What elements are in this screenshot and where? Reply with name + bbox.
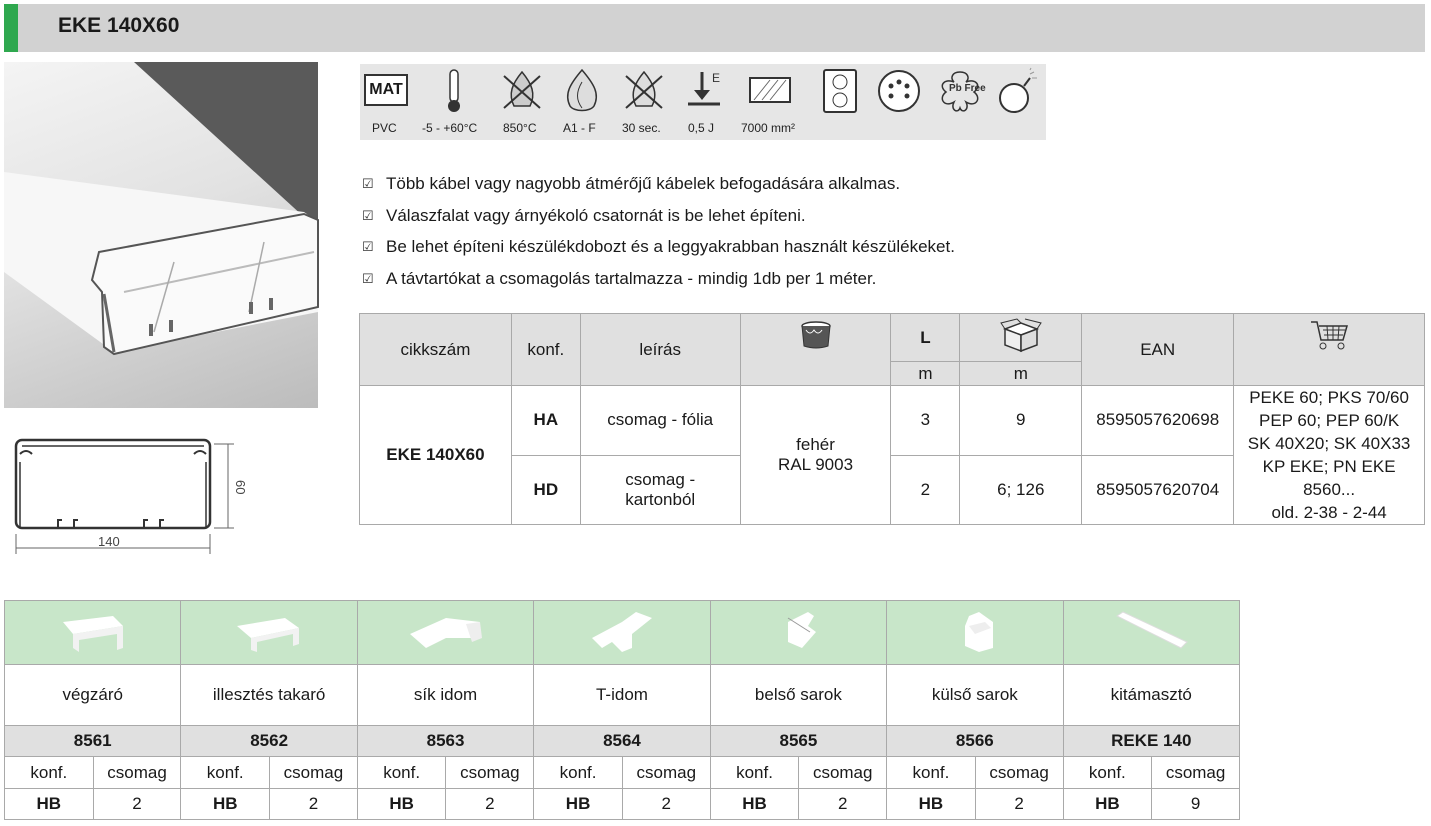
- accessory-code: 8565: [710, 726, 886, 757]
- konf-value: HB: [5, 789, 94, 820]
- bomb-icon: [996, 68, 1040, 112]
- header-cikkszam: cikkszám: [360, 314, 512, 386]
- check-icon: ☑: [362, 207, 374, 223]
- height-label: 60: [233, 480, 248, 495]
- konf-header: konf.: [181, 757, 270, 789]
- konf-header: konf.: [357, 757, 446, 789]
- konf-value: HB: [710, 789, 799, 820]
- accessory-names-row: [5, 665, 1240, 726]
- list-item: ☑ Be lehet építeni készülékdobozt és a leggyakrabban használt készülékeket.: [362, 231, 955, 263]
- article-number: EKE 140X60: [360, 386, 512, 525]
- box-icon: [960, 314, 1082, 362]
- list-item: ☑ Válaszfalat vagy árnyékoló csatornát is be lehet építeni.: [362, 200, 955, 232]
- mat-label: PVC: [372, 121, 397, 135]
- pack-cell: 9: [960, 386, 1082, 456]
- header-konf: konf.: [511, 314, 580, 386]
- konf-header: konf.: [887, 757, 976, 789]
- konf-value: HB: [357, 789, 446, 820]
- impact-label: 0,5 J: [688, 121, 715, 135]
- spec-table: [359, 313, 1425, 525]
- impact-icon: [686, 68, 726, 112]
- flame-icon: [560, 68, 604, 112]
- accessory-name: végzáró: [5, 665, 181, 726]
- header-length: L: [891, 314, 960, 362]
- accessory-code: 8562: [181, 726, 357, 757]
- accessory-subheader-row: [5, 757, 1240, 789]
- accessory-codes-row: [5, 726, 1240, 757]
- ean-cell: 8595057620704: [1082, 455, 1234, 525]
- page-title: EKE 140X60: [58, 14, 180, 37]
- konf-header: konf.: [1063, 757, 1152, 789]
- konf-header: konf.: [534, 757, 623, 789]
- csomag-value: 2: [93, 789, 181, 820]
- konf-header: konf.: [5, 757, 94, 789]
- header-length-unit: m: [891, 362, 960, 386]
- width-label: 140: [98, 534, 120, 549]
- paint-bucket-icon: [740, 314, 891, 386]
- table-row: [360, 386, 1425, 456]
- glow-wire-label: 850°C: [503, 121, 537, 135]
- outer-corner-image: [887, 601, 1063, 665]
- list-item: ☑ Több kábel vagy nagyobb átmérőjű kábelek befogadására alkalmas.: [362, 168, 955, 200]
- accessory-name: sík idom: [357, 665, 533, 726]
- header-ean: EAN: [1082, 314, 1234, 386]
- length-cell: 2: [891, 455, 960, 525]
- joint-cover-image: [181, 601, 357, 665]
- csomag-value: 2: [270, 789, 358, 820]
- accessory-name: külső sarok: [887, 665, 1063, 726]
- pb-free-icon: [936, 68, 984, 112]
- accessory-code: 8561: [5, 726, 181, 757]
- csomag-value: 9: [1152, 789, 1240, 820]
- csomag-value: 2: [799, 789, 887, 820]
- feature-list: [362, 168, 955, 294]
- check-icon: ☑: [362, 270, 374, 286]
- konf-value: HB: [181, 789, 270, 820]
- plug-icon: [876, 68, 922, 112]
- glow-wire-icon: [500, 68, 544, 112]
- csomag-header: csomag: [622, 757, 710, 789]
- konf-value: HB: [887, 789, 976, 820]
- konf-cell: HA: [511, 386, 580, 456]
- product-photo: [4, 62, 318, 408]
- property-icon-bar: [360, 64, 1046, 140]
- cross-section-label: 7000 mm²: [741, 121, 796, 135]
- flat-angle-image: [357, 601, 533, 665]
- leiras-cell: csomag - fólia: [580, 386, 740, 456]
- csomag-value: 2: [446, 789, 534, 820]
- flame-time-label: 30 sec.: [622, 121, 661, 135]
- t-piece-image: [534, 601, 710, 665]
- accessory-name: illesztés takaró: [181, 665, 357, 726]
- accessory-name: kitámasztó: [1063, 665, 1239, 726]
- konf-header: konf.: [710, 757, 799, 789]
- flame-time-icon: [622, 68, 666, 112]
- header-accent: [4, 4, 18, 52]
- csomag-value: 2: [975, 789, 1063, 820]
- csomag-header: csomag: [270, 757, 358, 789]
- accessories-table: [4, 600, 1240, 820]
- accessory-code: 8564: [534, 726, 710, 757]
- end-cap-image: [5, 601, 181, 665]
- thermometer-icon: [444, 68, 464, 112]
- header-leiras: leírás: [580, 314, 740, 386]
- csomag-header: csomag: [446, 757, 534, 789]
- cross-section-drawing: [8, 432, 248, 560]
- ean-cell: 8595057620698: [1082, 386, 1234, 456]
- accessory-name: T-idom: [534, 665, 710, 726]
- konf-cell: HD: [511, 455, 580, 525]
- header-pack-unit: m: [960, 362, 1082, 386]
- svg-text:E: E: [712, 71, 721, 85]
- related-products: PEKE 60; PKS 70/60 PEP 60; PEP 60/K SK 40X20; SK 40X33 KP EKE; PN EKE 8560... old. 2-38 - 2-44: [1234, 386, 1425, 525]
- csomag-header: csomag: [975, 757, 1063, 789]
- accessory-code: REKE 140: [1063, 726, 1239, 757]
- csomag-value: 2: [622, 789, 710, 820]
- accessory-values-row: [5, 789, 1240, 820]
- konf-value: HB: [1063, 789, 1152, 820]
- inner-corner-image: [710, 601, 886, 665]
- support-image: [1063, 601, 1239, 665]
- pack-cell: 6; 126: [960, 455, 1082, 525]
- cart-icon: [1234, 314, 1425, 386]
- accessory-images-row: [5, 601, 1240, 665]
- cross-section-icon: [748, 76, 792, 120]
- csomag-header: csomag: [1152, 757, 1240, 789]
- svg-text:Pb Free: Pb Free: [949, 83, 986, 94]
- check-icon: ☑: [362, 176, 374, 191]
- socket-icon: [822, 68, 858, 112]
- color-cell: fehér RAL 9003: [740, 386, 891, 525]
- csomag-header: csomag: [93, 757, 181, 789]
- konf-value: HB: [534, 789, 623, 820]
- accessory-code: 8563: [357, 726, 533, 757]
- leiras-cell: csomag - kartonból: [580, 455, 740, 525]
- accessory-code: 8566: [887, 726, 1063, 757]
- list-item: ☑ A távtartókat a csomagolás tartalmazza - mindig 1db per 1 méter.: [362, 263, 955, 295]
- mat-icon: MAT: [364, 74, 408, 118]
- check-icon: ☑: [362, 239, 374, 254]
- csomag-header: csomag: [799, 757, 887, 789]
- flame-label: A1 - F: [563, 121, 596, 135]
- header-bar: [4, 4, 1425, 52]
- temperature-label: -5 - +60°C: [422, 121, 478, 135]
- length-cell: 3: [891, 386, 960, 456]
- accessory-name: belső sarok: [710, 665, 886, 726]
